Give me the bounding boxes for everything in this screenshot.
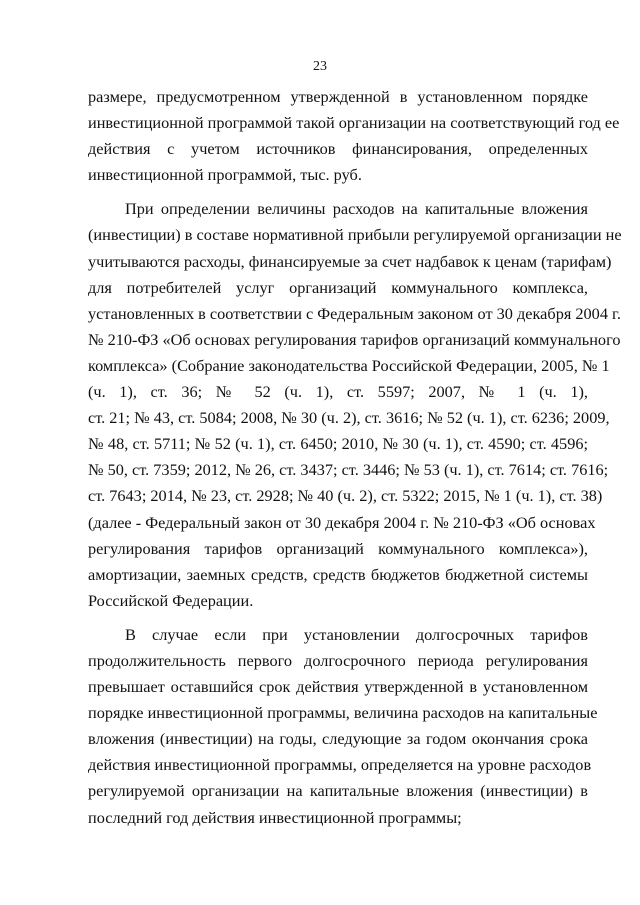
text-line: комплекса» (Собрание законодательства Российской Федерации, 2005, № 1: [88, 355, 610, 375]
text-line: № 50, ст. 7359; 2012, № 26, ст. 3437; ст. 3446; № 53 (ч. 1), ст. 7614; ст. 7616;: [88, 460, 609, 480]
text-line: ст. 7643; 2014, № 23, ст. 2928; № 40 (ч. 2), ст. 5322; 2015, № 1 (ч. 1), ст. 38): [88, 486, 603, 506]
text-line: превышает оставшийся срок действия утвержденной в установленном: [88, 677, 588, 697]
text-line: (далее - Федеральный закон от 30 декабря 2004 г. № 210-ФЗ «Об основах: [88, 512, 596, 532]
text-line: инвестиционной программой такой организации на соответствующий год ее: [88, 113, 620, 133]
text-line: инвестиционной программой, тыс. руб.: [88, 165, 362, 185]
paragraph-gap: [88, 614, 588, 622]
text-line: размере, предусмотренном утвержденной в установленном порядке: [88, 87, 588, 106]
text-line: (ч. 1), ст. 36; № 52 (ч. 1), ст. 5597; 2007, № 1 (ч. 1),: [88, 382, 588, 402]
text-line: для потребителей услуг организаций коммунального комплекса,: [88, 277, 588, 297]
text-line: № 210-ФЗ «Об основах регулирования тарифов организаций коммунального: [88, 329, 621, 349]
text-line: действия инвестиционной программы, определяется на уровне расходов: [88, 755, 592, 775]
document-body: [88, 84, 622, 831]
text-line: последний год действия инвестиционной программы;: [88, 807, 462, 827]
paragraph: [88, 84, 620, 188]
text-line: действия с учетом источников финансирования, определенных: [88, 139, 588, 159]
text-line: регулирования тарифов организаций коммунального комплекса»),: [88, 538, 588, 558]
text-line: Российской Федерации.: [88, 590, 254, 610]
paragraph: [88, 622, 598, 831]
page-number: 23: [313, 59, 327, 74]
text-line: ст. 21; № 43, ст. 5084; 2008, № 30 (ч. 2), ст. 3616; № 52 (ч. 1), ст. 6236; 2009,: [88, 408, 610, 428]
text-line: (инвестиции) в составе нормативной прибыли регулируемой организации не: [88, 225, 622, 245]
text-line: продолжительность первого долгосрочного периода регулирования: [88, 650, 588, 670]
text-line: вложения (инвестиции) на годы, следующие за годом окончания срока: [88, 729, 588, 749]
text-line: В случае если при установлении долгосрочных тарифов: [125, 624, 588, 644]
paragraph: [88, 196, 622, 614]
text-line: амортизации, заемных средств, средств бюджетов бюджетной системы: [88, 564, 588, 584]
text-line: установленных в соответствии с Федеральным законом от 30 декабря 2004 г.: [88, 303, 621, 323]
text-line: учитываются расходы, финансируемые за счет надбавок к ценам (тарифам): [88, 251, 612, 271]
paragraph-gap: [88, 188, 588, 196]
text-line: порядке инвестиционной программы, величина расходов на капитальные: [88, 703, 598, 723]
text-line: № 48, ст. 5711; № 52 (ч. 1), ст. 6450; 2010, № 30 (ч. 1), ст. 4590; ст. 4596;: [88, 434, 588, 454]
text-line: регулируемой организации на капитальные вложения (инвестиции) в: [88, 781, 588, 801]
text-line: При определении величины расходов на капитальные вложения: [125, 199, 588, 219]
